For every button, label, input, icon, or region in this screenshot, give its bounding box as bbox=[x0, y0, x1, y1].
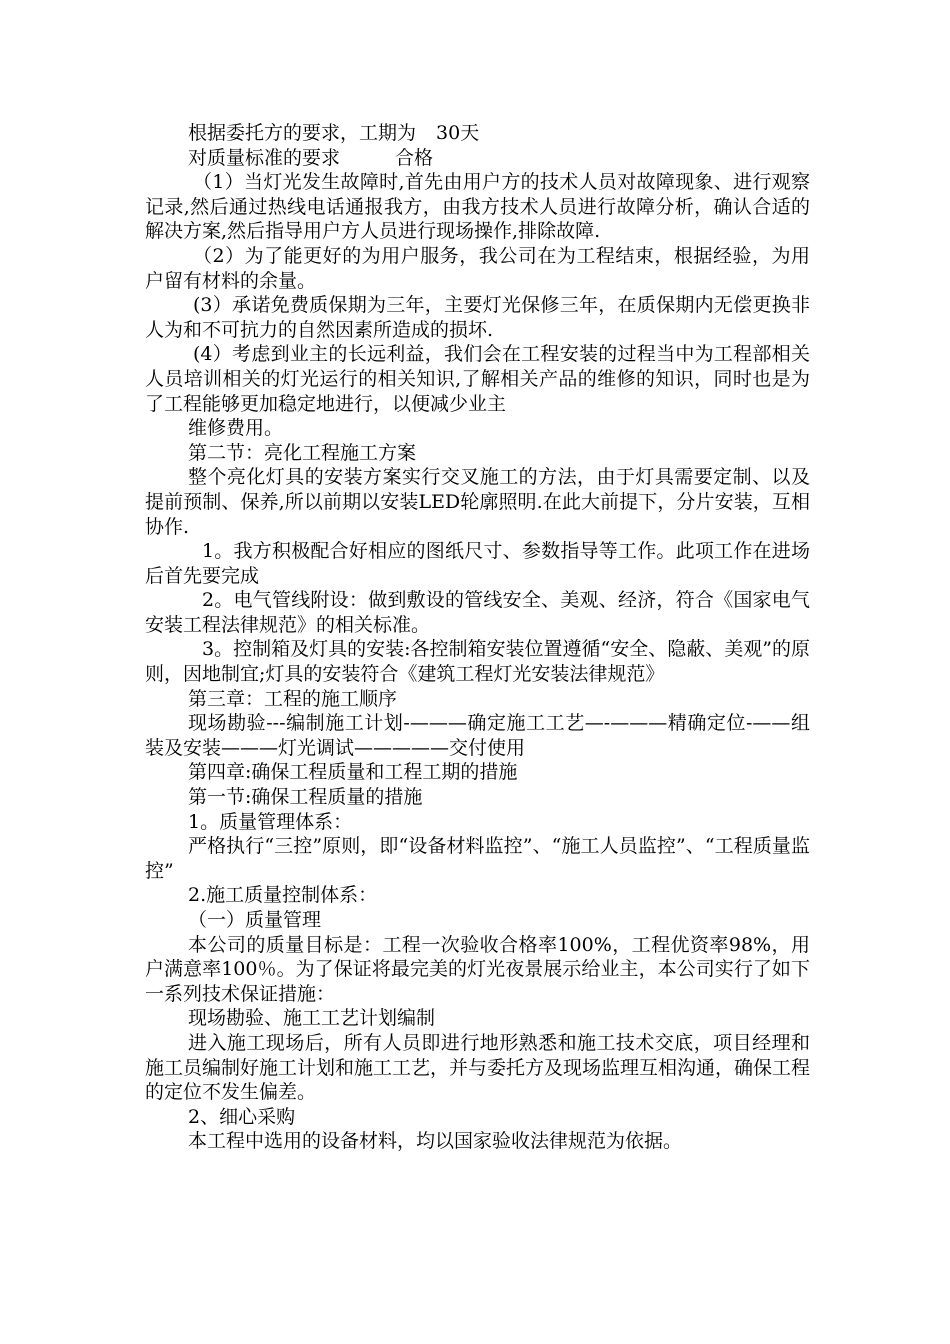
paragraph: 维修费用。 bbox=[188, 417, 284, 440]
paragraph: 本公司的质量目标是：工程一次验收合格率100%，工程优资率98%，用户满意率100％。为了保证将最完美的灯光夜景展示给业主，本公司实行了如下一系列技术保证措施： bbox=[145, 933, 810, 1005]
paragraph: 3。控制箱及灯具的安装:各控制箱安装位置遵循“安全、隐蔽、美观”的原则，因地制宜;灯具的安装符合《建筑工程灯光安装法律规范》 bbox=[145, 638, 810, 686]
subsection-heading: 2.施工质量控制体系： bbox=[188, 884, 378, 907]
paragraph: 现场勘验---编制施工计划-———确定施工工艺—-———精确定位-——组装及安装———灯光调试—————交付使用 bbox=[145, 712, 810, 759]
quality-value: 合格 bbox=[395, 146, 434, 169]
subsection-heading: 现场勘验、施工工艺计划编制 bbox=[188, 1007, 436, 1030]
duration-line bbox=[145, 121, 810, 146]
duration-value: 30天 bbox=[436, 122, 480, 144]
section-heading: 第二节：亮化工程施工方案 bbox=[188, 441, 417, 464]
quality-line bbox=[145, 146, 810, 171]
paragraph: 2。电气管线附设：做到敷设的管线安全、美观、经济，符合《国家电气安装工程法律规范》的相关标准。 bbox=[145, 589, 810, 636]
paragraph: （2）为了能更好的为用户服务，我公司在为工程结束，根据经验，为用户留有材料的余量。 bbox=[145, 244, 810, 292]
section-heading: 第一节:确保工程质量的措施 bbox=[188, 786, 423, 809]
subsection-heading: 2、细心采购 bbox=[188, 1105, 296, 1128]
chapter-heading: 第三章：工程的施工顺序 bbox=[188, 687, 398, 710]
quality-label: 对质量标准的要求 bbox=[188, 146, 341, 169]
document-page bbox=[145, 121, 810, 1154]
paragraph: (3）承诺免费质保期为三年，主要灯光保修三年，在质保期内无偿更换非人为和不可抗力的自然因素所造成的损坏. bbox=[145, 294, 810, 341]
paragraph: （1）当灯光发生故障时,首先由用户方的技术人员对故障现象、进行观察记录,然后通过热线电话通报我方，由我方技术人员进行故障分析，确认合适的解决方案,然后指导用户方人员进行现场操作,排除故障. bbox=[145, 171, 810, 243]
paragraph: 整个亮化灯具的安装方案实行交叉施工的方法，由于灯具需要定制、以及提前预制、保养,所以前期以安装LED轮廓照明.在此大前提下，分片安装，互相协作. bbox=[145, 466, 810, 538]
paragraph: 本工程中选用的设备材料，均以国家验收法律规范为依据。 bbox=[188, 1130, 683, 1153]
subsection-heading: （一）质量管理 bbox=[188, 909, 322, 931]
paragraph: (4）考虑到业主的长远利益，我们会在工程安装的过程当中为工程部相关人员培训相关的灯光运行的相关知识,了解相关产品的维修的知识，同时也是为了工程能够更加稳定地进行，以便减少业主 bbox=[145, 343, 810, 415]
paragraph: 1。我方积极配合好相应的图纸尺寸、参数指导等工作。此项工作在进场后首先要完成 bbox=[145, 540, 810, 587]
paragraph: 进入施工现场后，所有人员即进行地形熟悉和施工技术交底，项目经理和施工员编制好施工计划和施工工艺，并与委托方及现场监理互相沟通，确保工程的定位不发生偏差。 bbox=[145, 1031, 811, 1104]
subsection-heading: 1。质量管理体系： bbox=[188, 810, 353, 833]
paragraph: 严格执行“三控”原则，即“设备材料监控”、“施工人员监控”、“工程质量监控” bbox=[145, 835, 810, 882]
chapter-heading: 第四章:确保工程质量和工程工期的措施 bbox=[188, 761, 518, 784]
duration-label: 根据委托方的要求，工期为 bbox=[188, 122, 417, 144]
